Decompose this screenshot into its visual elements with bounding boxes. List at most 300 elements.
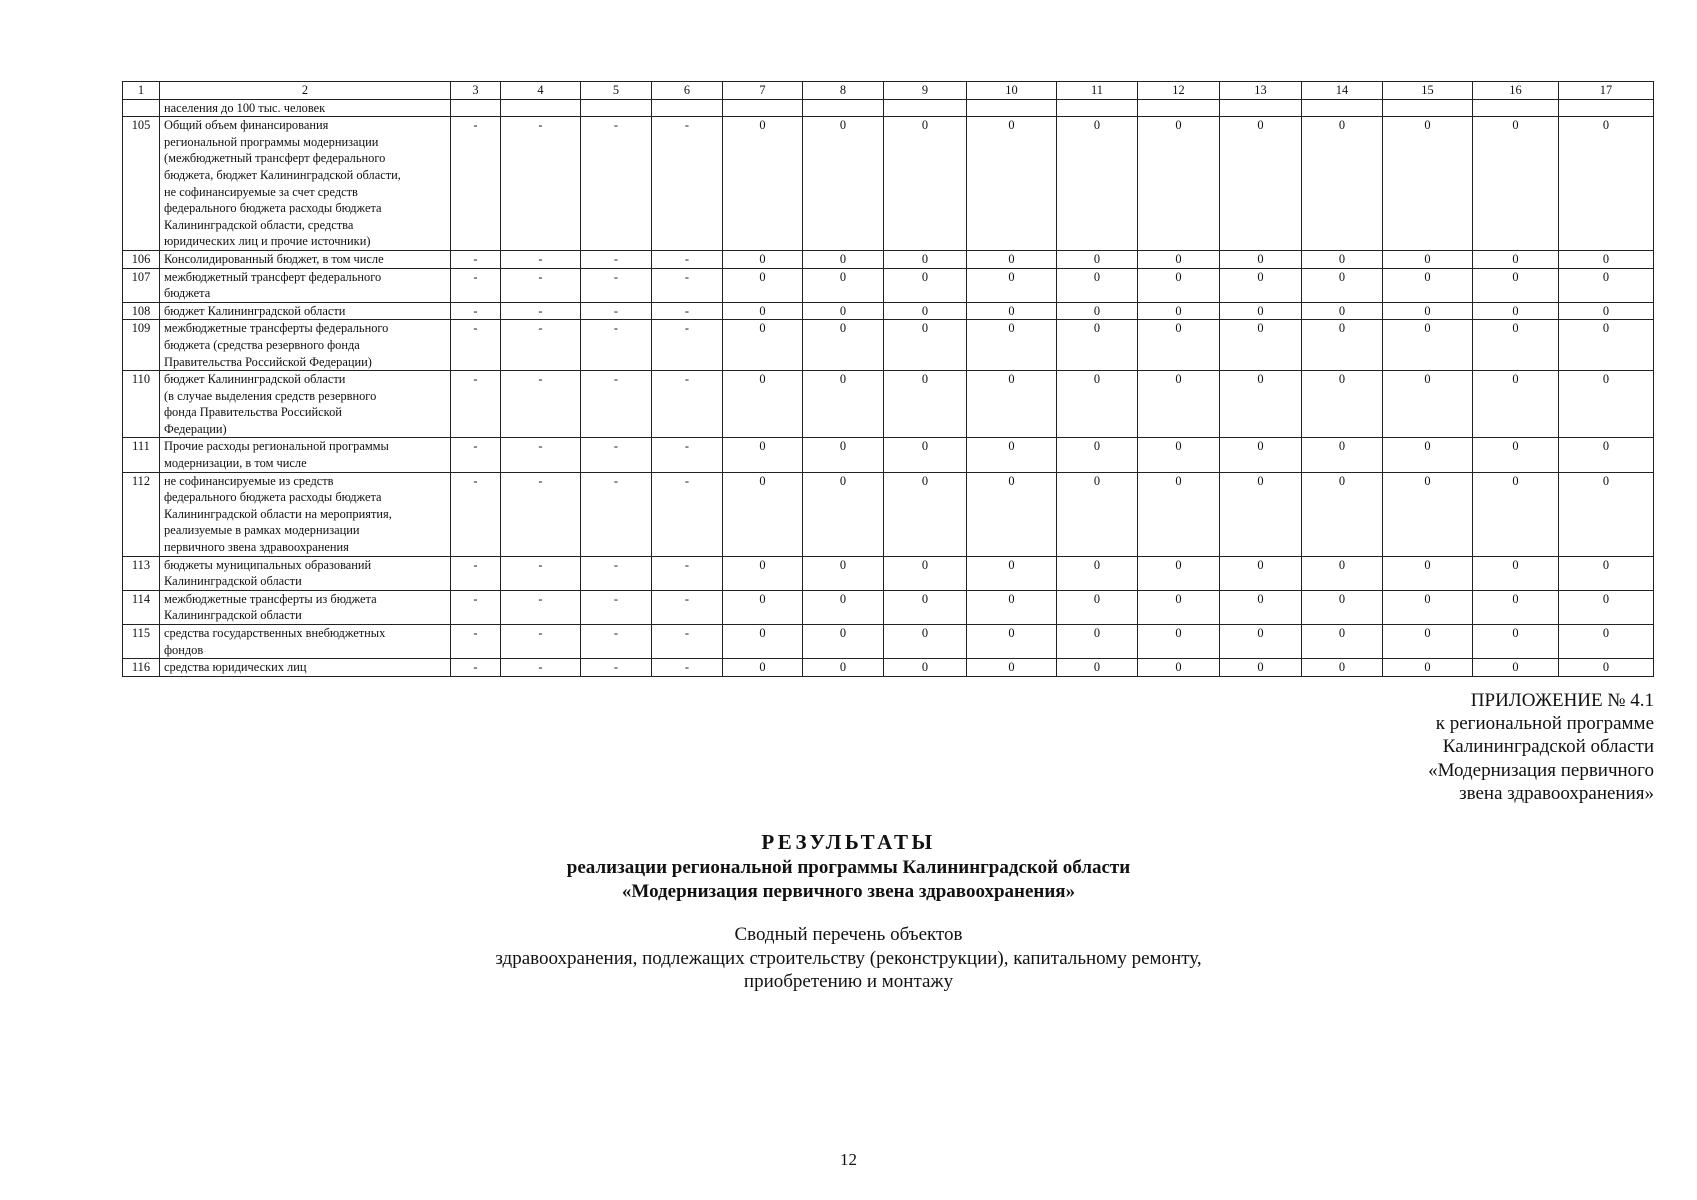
value-cell: 0 <box>884 438 967 472</box>
value-cell: 0 <box>1559 438 1654 472</box>
value-cell: 0 <box>723 590 803 624</box>
value-cell: 0 <box>967 320 1057 371</box>
value-cell: 0 <box>1473 302 1559 320</box>
value-cell: 0 <box>1559 117 1654 251</box>
header-cell: 17 <box>1559 82 1654 100</box>
value-cell: 0 <box>1138 371 1220 438</box>
description-line: федерального бюджета расходы бюджета <box>164 201 382 216</box>
value-cell: - <box>581 302 652 320</box>
value-cell: 0 <box>1559 371 1654 438</box>
value-cell: 0 <box>803 472 884 556</box>
value-cell: 0 <box>1220 659 1302 677</box>
value-cell: 0 <box>884 302 967 320</box>
value-cell: 0 <box>1559 590 1654 624</box>
value-cell: - <box>451 556 501 590</box>
value-cell: 0 <box>803 117 884 251</box>
value-cell: - <box>652 659 723 677</box>
value-cell: - <box>451 625 501 659</box>
value-cell: 0 <box>1057 472 1138 556</box>
empty-cell <box>967 99 1057 117</box>
value-cell: 0 <box>1057 302 1138 320</box>
header-cell: 1 <box>123 82 160 100</box>
value-cell: 0 <box>1138 472 1220 556</box>
value-cell: - <box>501 556 581 590</box>
value-cell: 0 <box>1559 659 1654 677</box>
value-cell: 0 <box>1559 268 1654 302</box>
value-cell: 0 <box>1220 438 1302 472</box>
description-line: реализуемые в рамках модернизации <box>164 523 360 538</box>
value-cell: 0 <box>1057 590 1138 624</box>
value-cell: - <box>581 472 652 556</box>
value-cell: 0 <box>1473 659 1559 677</box>
description-line: средства государственных внебюджетных <box>164 626 386 640</box>
row-description <box>160 659 451 677</box>
value-cell: 0 <box>1302 625 1383 659</box>
value-cell: 0 <box>1057 268 1138 302</box>
header-cell: 4 <box>501 82 581 100</box>
value-cell: 0 <box>1302 320 1383 371</box>
value-cell: - <box>501 438 581 472</box>
value-cell: 0 <box>1220 268 1302 302</box>
value-cell: 0 <box>884 659 967 677</box>
value-cell: - <box>581 659 652 677</box>
value-cell: 0 <box>1302 472 1383 556</box>
table-row <box>123 590 1654 624</box>
empty-cell <box>1302 99 1383 117</box>
value-cell: - <box>451 659 501 677</box>
value-cell: 0 <box>967 625 1057 659</box>
value-cell: 0 <box>1559 320 1654 371</box>
table-row <box>123 371 1654 438</box>
continuation-text: населения до 100 тыс. человек <box>160 99 451 117</box>
description-line: бюджеты муниципальных образований <box>164 557 372 572</box>
description-line: межбюджетный трансферт федерального <box>164 269 382 284</box>
value-cell: 0 <box>1138 556 1220 590</box>
value-cell: 0 <box>1220 117 1302 251</box>
value-cell: - <box>501 268 581 302</box>
row-description <box>160 556 451 590</box>
empty-cell <box>652 99 723 117</box>
financing-table <box>122 81 1654 677</box>
value-cell: 0 <box>803 371 884 438</box>
description-line: Федерации) <box>164 421 227 436</box>
value-cell: 0 <box>1138 659 1220 677</box>
empty-cell <box>1559 99 1654 117</box>
table-row <box>123 625 1654 659</box>
row-number: 107 <box>123 268 160 302</box>
value-cell: - <box>451 371 501 438</box>
value-cell: 0 <box>1383 117 1473 251</box>
description-line: межбюджетные трансферты из бюджета <box>164 591 377 606</box>
row-number: 113 <box>123 556 160 590</box>
value-cell: - <box>501 590 581 624</box>
empty-cell <box>1220 99 1302 117</box>
table-row <box>123 556 1654 590</box>
value-cell: 0 <box>1302 117 1383 251</box>
value-cell: 0 <box>967 302 1057 320</box>
value-cell: 0 <box>967 590 1057 624</box>
value-cell: 0 <box>884 371 967 438</box>
value-cell: 0 <box>1473 250 1559 268</box>
empty-cell <box>1138 99 1220 117</box>
value-cell: 0 <box>1057 250 1138 268</box>
value-cell: 0 <box>1559 625 1654 659</box>
table-row <box>123 438 1654 472</box>
value-cell: - <box>652 268 723 302</box>
row-description <box>160 320 451 371</box>
value-cell: 0 <box>803 438 884 472</box>
value-cell: 0 <box>1138 590 1220 624</box>
row-number: 108 <box>123 302 160 320</box>
description-line: юридических лиц и прочие источники) <box>164 234 371 249</box>
row-number: 112 <box>123 472 160 556</box>
value-cell: 0 <box>967 371 1057 438</box>
empty-cell <box>501 99 581 117</box>
value-cell: 0 <box>803 320 884 371</box>
value-cell: 0 <box>1302 250 1383 268</box>
value-cell: 0 <box>967 472 1057 556</box>
table-row <box>123 472 1654 556</box>
description-line: (в случае выделения средств резервного <box>164 388 377 403</box>
value-cell: 0 <box>1302 302 1383 320</box>
value-cell: - <box>451 590 501 624</box>
value-cell: - <box>581 556 652 590</box>
description-line: региональной программы модернизации <box>164 134 379 149</box>
value-cell: 0 <box>967 438 1057 472</box>
value-cell: - <box>581 320 652 371</box>
empty-cell <box>1473 99 1559 117</box>
value-cell: - <box>581 117 652 251</box>
empty-cell <box>723 99 803 117</box>
value-cell: 0 <box>1220 302 1302 320</box>
value-cell: - <box>451 472 501 556</box>
value-cell: 0 <box>1057 625 1138 659</box>
description-line: фонда Правительства Российской <box>164 405 342 420</box>
value-cell: 0 <box>1302 590 1383 624</box>
value-cell: 0 <box>884 625 967 659</box>
value-cell: 0 <box>1383 659 1473 677</box>
empty-cell <box>1057 99 1138 117</box>
description-line: Прочие расходы региональной программы <box>164 439 389 454</box>
value-cell: - <box>581 268 652 302</box>
table-row <box>123 302 1654 320</box>
header-cell: 6 <box>652 82 723 100</box>
value-cell: 0 <box>1057 438 1138 472</box>
value-cell: - <box>652 117 723 251</box>
value-cell: 0 <box>723 117 803 251</box>
value-cell: 0 <box>1383 250 1473 268</box>
value-cell: 0 <box>884 268 967 302</box>
appendix-line: звена здравоохранения» <box>1459 782 1654 804</box>
value-cell: 0 <box>803 659 884 677</box>
description-line: Калининградской области <box>164 574 302 589</box>
header-cell: 3 <box>451 82 501 100</box>
value-cell: 0 <box>1057 556 1138 590</box>
value-cell: 0 <box>1383 556 1473 590</box>
value-cell: 0 <box>803 302 884 320</box>
value-cell: 0 <box>1302 371 1383 438</box>
description-line: бюджета (средства резервного фонда <box>164 337 360 352</box>
value-cell: 0 <box>884 472 967 556</box>
value-cell: 0 <box>1220 625 1302 659</box>
row-number: 111 <box>123 438 160 472</box>
value-cell: 0 <box>1559 472 1654 556</box>
value-cell: - <box>581 590 652 624</box>
value-cell: 0 <box>1559 250 1654 268</box>
description-line: бюджет Калининградской области <box>164 303 346 318</box>
table-row <box>123 117 1654 251</box>
value-cell: - <box>581 438 652 472</box>
table-row <box>123 268 1654 302</box>
value-cell: 0 <box>1559 302 1654 320</box>
row-number: 116 <box>123 659 160 677</box>
description-line: федерального бюджета расходы бюджета <box>164 490 382 505</box>
value-cell: 0 <box>1220 250 1302 268</box>
value-cell: 0 <box>723 268 803 302</box>
value-cell: 0 <box>1383 438 1473 472</box>
value-cell: 0 <box>1473 268 1559 302</box>
value-cell: - <box>501 320 581 371</box>
value-cell: 0 <box>723 556 803 590</box>
value-cell: - <box>581 250 652 268</box>
results-subtitle <box>0 856 1697 904</box>
value-cell: 0 <box>1473 320 1559 371</box>
continuation-row <box>123 99 1654 117</box>
table-row <box>123 659 1654 677</box>
value-cell: 0 <box>1302 268 1383 302</box>
description-line: Правительства Российской Федерации) <box>164 354 372 369</box>
row-description <box>160 302 451 320</box>
description-line: фондов <box>164 642 204 657</box>
value-cell: - <box>652 438 723 472</box>
row-description <box>160 438 451 472</box>
list-heading-line: приобретению и монтажу <box>743 971 954 992</box>
list-heading-line: Сводный перечень объектов <box>734 924 963 945</box>
description-line: модернизации, в том числе <box>164 456 307 471</box>
value-cell: 0 <box>1057 320 1138 371</box>
description-line: Калининградской области, средства <box>164 217 354 232</box>
value-cell: 0 <box>967 556 1057 590</box>
value-cell: 0 <box>1473 117 1559 251</box>
value-cell: 0 <box>1473 472 1559 556</box>
value-cell: 0 <box>1383 625 1473 659</box>
empty-cell <box>451 99 501 117</box>
value-cell: 0 <box>723 472 803 556</box>
value-cell: 0 <box>1138 320 1220 371</box>
value-cell: 0 <box>1138 268 1220 302</box>
page-number: 12 <box>840 1150 857 1169</box>
value-cell: - <box>501 371 581 438</box>
row-description <box>160 250 451 268</box>
value-cell: 0 <box>1473 625 1559 659</box>
description-line: бюджет Калининградской области <box>164 372 346 387</box>
value-cell: 0 <box>884 117 967 251</box>
value-cell: 0 <box>1302 556 1383 590</box>
value-cell: 0 <box>1302 438 1383 472</box>
description-line: (межбюджетный трансферт федерального <box>164 151 386 166</box>
value-cell: - <box>652 302 723 320</box>
value-cell: - <box>501 625 581 659</box>
value-cell: 0 <box>1220 320 1302 371</box>
description-line: Калининградской области на мероприятия, <box>164 506 392 521</box>
header-cell: 9 <box>884 82 967 100</box>
header-cell: 10 <box>967 82 1057 100</box>
value-cell: 0 <box>803 250 884 268</box>
empty-cell <box>1383 99 1473 117</box>
value-cell: - <box>652 250 723 268</box>
description-line: бюджета, бюджет Калининградской области, <box>164 167 401 182</box>
value-cell: 0 <box>1383 320 1473 371</box>
value-cell: - <box>652 371 723 438</box>
description-line: не софинансируемые из средств <box>164 473 334 488</box>
value-cell: - <box>652 472 723 556</box>
appendix-line: к региональной программе <box>1435 713 1654 735</box>
row-number: 106 <box>123 250 160 268</box>
value-cell: 0 <box>967 250 1057 268</box>
row-description <box>160 590 451 624</box>
value-cell: - <box>652 625 723 659</box>
value-cell: 0 <box>884 250 967 268</box>
row-number: 105 <box>123 117 160 251</box>
value-cell: 0 <box>723 438 803 472</box>
description-line: Общий объем финансирования <box>164 118 329 133</box>
description-line: межбюджетные трансферты федерального <box>164 321 389 336</box>
value-cell: 0 <box>1057 659 1138 677</box>
list-heading-line: здравоохранения, подлежащих строительству (реконструкции), капитальному ремонту, <box>495 947 1202 969</box>
value-cell: 0 <box>1057 371 1138 438</box>
row-description <box>160 472 451 556</box>
value-cell: 0 <box>1559 556 1654 590</box>
results-subtitle-line: «Модернизация первичного звена здравоохранения» <box>621 881 1076 902</box>
value-cell: 0 <box>1473 438 1559 472</box>
value-cell: - <box>581 625 652 659</box>
header-cell: 8 <box>803 82 884 100</box>
empty-cell <box>803 99 884 117</box>
header-cell: 14 <box>1302 82 1383 100</box>
row-number: 114 <box>123 590 160 624</box>
value-cell: 0 <box>1383 590 1473 624</box>
value-cell: - <box>501 659 581 677</box>
value-cell: 0 <box>1220 371 1302 438</box>
value-cell: 0 <box>803 268 884 302</box>
row-description <box>160 117 451 251</box>
row-number: 109 <box>123 320 160 371</box>
value-cell: - <box>501 117 581 251</box>
value-cell: - <box>501 250 581 268</box>
results-title: РЕЗУЛЬТАТЫ <box>761 830 936 854</box>
header-cell: 12 <box>1138 82 1220 100</box>
value-cell: - <box>652 556 723 590</box>
row-number: 110 <box>123 371 160 438</box>
value-cell: 0 <box>884 590 967 624</box>
value-cell: 0 <box>723 302 803 320</box>
value-cell: - <box>501 472 581 556</box>
appendix-line: Калининградской области <box>1442 736 1654 758</box>
row-number: 115 <box>123 625 160 659</box>
results-subtitle-line: реализации региональной программы Калининградской области <box>566 857 1131 878</box>
header-cell: 7 <box>723 82 803 100</box>
row-description <box>160 371 451 438</box>
value-cell: - <box>451 302 501 320</box>
description-line: первичного звена здравоохранения <box>164 540 349 555</box>
header-cell: 15 <box>1383 82 1473 100</box>
list-heading <box>0 923 1697 994</box>
header-cell: 2 <box>160 82 451 100</box>
value-cell: 0 <box>723 625 803 659</box>
description-line: не софинансируемые за счет средств <box>164 184 358 199</box>
description-line: Калининградской области <box>164 608 302 623</box>
value-cell: 0 <box>1138 117 1220 251</box>
value-cell: 0 <box>884 320 967 371</box>
value-cell: 0 <box>723 320 803 371</box>
value-cell: 0 <box>1473 371 1559 438</box>
value-cell: 0 <box>723 659 803 677</box>
row-description <box>160 268 451 302</box>
table-row <box>123 250 1654 268</box>
value-cell: 0 <box>1057 117 1138 251</box>
value-cell: 0 <box>967 659 1057 677</box>
description-line: бюджета <box>164 286 211 301</box>
value-cell: 0 <box>884 556 967 590</box>
value-cell: 0 <box>967 117 1057 251</box>
header-cell: 11 <box>1057 82 1138 100</box>
value-cell: 0 <box>723 250 803 268</box>
value-cell: 0 <box>803 556 884 590</box>
value-cell: 0 <box>1138 250 1220 268</box>
value-cell: - <box>652 590 723 624</box>
table-row <box>123 320 1654 371</box>
row-description <box>160 625 451 659</box>
value-cell: 0 <box>1138 302 1220 320</box>
value-cell: 0 <box>803 625 884 659</box>
value-cell: - <box>451 438 501 472</box>
value-cell: 0 <box>1220 472 1302 556</box>
value-cell: 0 <box>1473 590 1559 624</box>
value-cell: - <box>451 117 501 251</box>
header-cell: 13 <box>1220 82 1302 100</box>
appendix-block <box>1294 689 1654 805</box>
value-cell: 0 <box>1383 302 1473 320</box>
value-cell: 0 <box>1383 472 1473 556</box>
appendix-title: ПРИЛОЖЕНИЕ № 4.1 <box>1470 690 1654 711</box>
value-cell: 0 <box>967 268 1057 302</box>
value-cell: 0 <box>1383 268 1473 302</box>
empty-cell <box>123 99 160 117</box>
value-cell: 0 <box>1302 659 1383 677</box>
value-cell: 0 <box>1220 590 1302 624</box>
description-line: средства юридических лиц <box>164 660 307 675</box>
value-cell: 0 <box>723 371 803 438</box>
value-cell: 0 <box>1383 371 1473 438</box>
value-cell: 0 <box>1473 556 1559 590</box>
value-cell: 0 <box>1220 556 1302 590</box>
value-cell: - <box>451 268 501 302</box>
appendix-line: «Модернизация первичного <box>1428 759 1654 781</box>
header-cell: 5 <box>581 82 652 100</box>
description-line: Консолидированный бюджет, в том числе <box>164 251 384 266</box>
value-cell: 0 <box>803 590 884 624</box>
header-cell: 16 <box>1473 82 1559 100</box>
value-cell: 0 <box>1138 438 1220 472</box>
value-cell: - <box>501 302 581 320</box>
header-row <box>123 82 1654 100</box>
value-cell: - <box>652 320 723 371</box>
empty-cell <box>884 99 967 117</box>
value-cell: 0 <box>1138 625 1220 659</box>
value-cell: - <box>581 371 652 438</box>
value-cell: - <box>451 250 501 268</box>
value-cell: - <box>451 320 501 371</box>
